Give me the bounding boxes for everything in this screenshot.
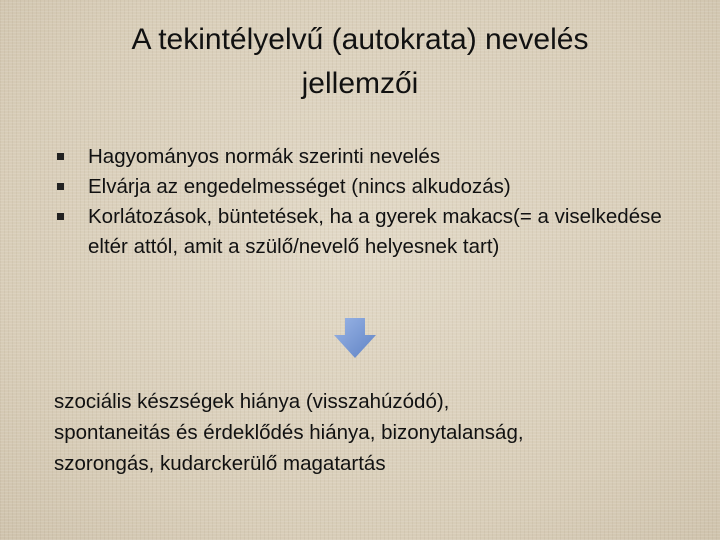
bullet-item — [54, 142, 674, 172]
bullet-text: Elvárja az engedelmességet (nincs alkudozás) — [88, 175, 511, 198]
bullet-text: Hagyományos normák szerinti nevelés — [88, 145, 441, 168]
bullet-square-icon — [57, 183, 64, 190]
consequence-text: szociális készségek hiánya (visszahúzódó), spontaneitás és érdeklődés hiánya, bizonytalanság, szorongás, kudarckerülő magatartás — [54, 390, 524, 475]
bullet-list — [54, 142, 674, 262]
bullet-text: Korlátozások, büntetések, ha a gyerek makacs(= a viselkedése eltér attól, amit a szülő/nevelő helyesnek tart) — [88, 205, 662, 258]
bullet-square-icon — [57, 153, 64, 160]
bullet-square-icon — [57, 213, 64, 220]
bullet-item — [54, 172, 674, 202]
bullet-item — [54, 202, 674, 262]
slide-title: A tekintélyelvű (autokrata) nevelés jellemzői — [131, 23, 589, 100]
arrow-down-icon — [334, 318, 376, 358]
